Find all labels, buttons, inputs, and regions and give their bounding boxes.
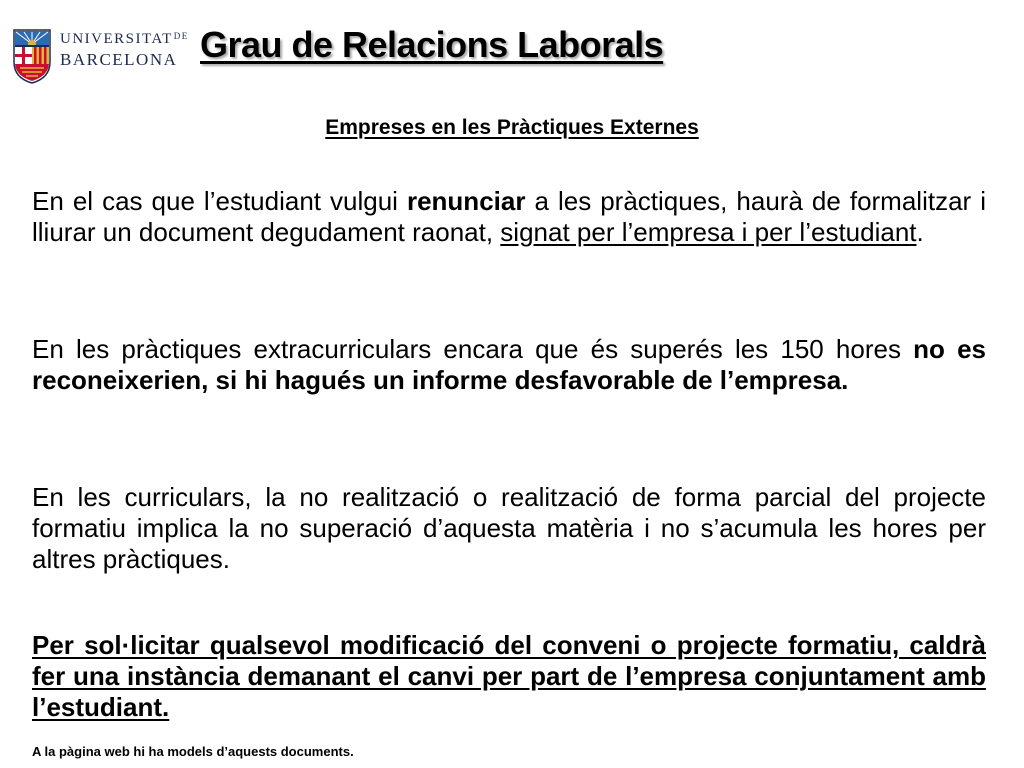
p1-text-a: En el cas que l’estudiant vulgui [32, 186, 407, 216]
p1-bold-renunciar: renunciar [406, 186, 526, 216]
paragraph-modificacio: Per sol·licitar qualsevol modificació del conveni o projecte formatiu, caldrà fer una instància demanant el canvi per part de l’empresa conjuntament amb l’estudiant. [32, 630, 986, 722]
logo-line1: UNIVERSITAT [60, 31, 173, 47]
logo-line1-suffix: DE [173, 31, 189, 41]
university-crest-icon [12, 28, 52, 84]
p2-text-a: En les pràctiques extracurriculars encara que és superés les 150 hores [32, 334, 914, 364]
page-subtitle: Empreses en les Pràctiques Externes [325, 116, 699, 139]
logo-wordmark [60, 32, 189, 68]
paragraph-renunciar [32, 186, 986, 248]
p1-underline-signat: signat per l’empresa i per l’estudiant [500, 217, 917, 247]
university-logo [12, 28, 189, 84]
paragraph-curriculars: En les curriculars, la no realització o realització de forma parcial del projecte formatiu implica la no superació d’aquesta matèria i no s’acumula les hores per altres pràctiques. [32, 482, 986, 574]
p2-bold-text: no es reconeixerien, si hi hagués un informe desfavorable de l’empresa. [32, 334, 986, 395]
p1-text-c: a les pràctiques, haurà de formalitzar i lliurar un document degudament raonat, [32, 186, 986, 247]
p1-text-e: . [916, 217, 924, 247]
paragraph-extracurriculars [32, 334, 986, 396]
footnote: A la pàgina web hi ha models d’aquests documents. [32, 744, 354, 759]
page-title: Grau de Relacions Laborals [200, 24, 664, 65]
logo-line2: BARCELONA [60, 50, 178, 69]
